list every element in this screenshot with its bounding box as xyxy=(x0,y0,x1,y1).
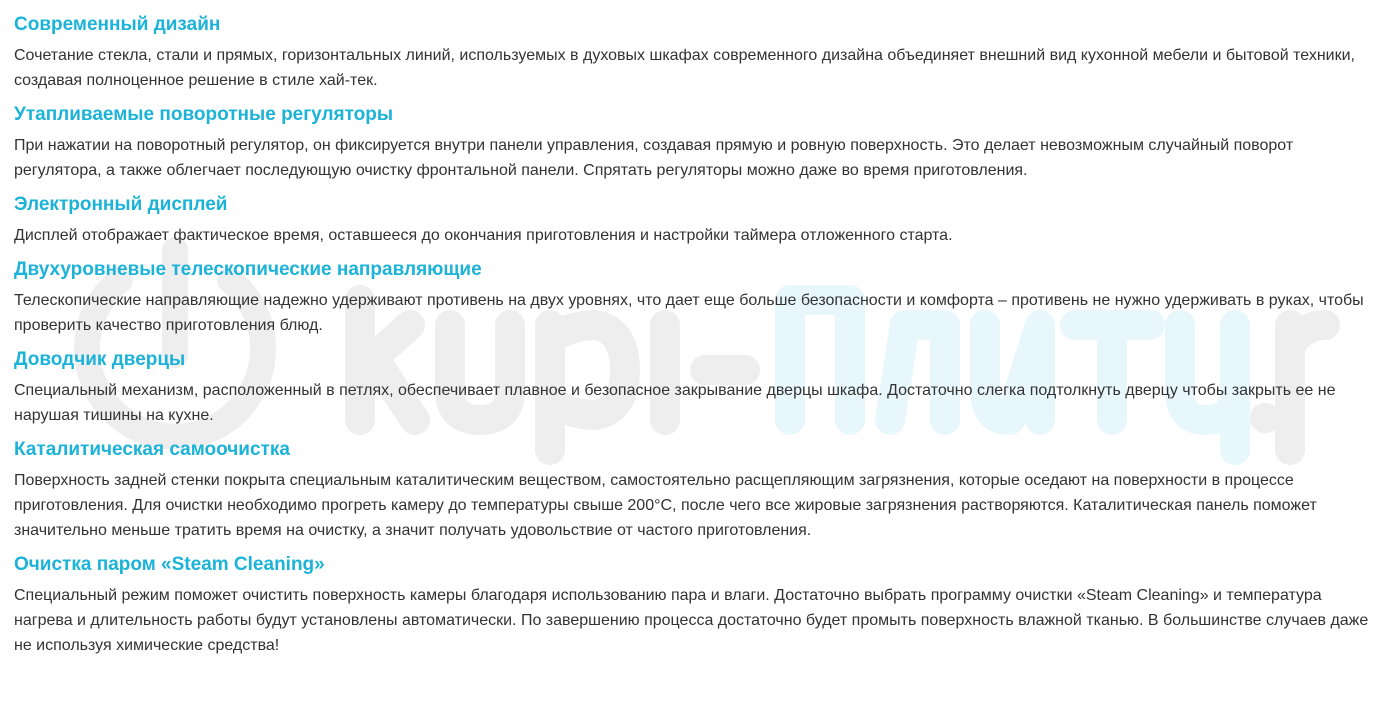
feature-section xyxy=(14,192,1372,248)
feature-title: Электронный дисплей xyxy=(14,194,228,215)
feature-description: Специальный режим поможет очистить поверхность камеры благодаря использованию пара и влаги. Достаточно выбрать программу очистки «Steam Cleaning» и температура нагрева и длительность работы будут установлены автоматически. По завершению процесса достаточно будет промыть поверхность влажной тканью. В большинстве случаев даже не используя химические средства! xyxy=(14,587,1369,654)
feature-description: Дисплей отображает фактическое время, оставшееся до окончания приготовления и настройки таймера отложенного старта. xyxy=(14,227,953,244)
feature-title: Доводчик дверцы xyxy=(14,349,186,370)
feature-title: Современный дизайн xyxy=(14,14,221,35)
feature-description: Телескопические направляющие надежно удерживают противень на двух уровнях, что дает еще больше безопасности и комфорта – противень не нужно удерживать в руках, чтобы проверить качество приготовления блюд. xyxy=(14,292,1364,334)
feature-title: Утапливаемые поворотные регуляторы xyxy=(14,104,394,125)
feature-description: При нажатии на поворотный регулятор, он фиксируется внутри панели управления, создавая прямую и ровную поверхность. Это делает невозможным случайный поворот регулятора, а также облегчает последующую очистку фронтальной панели. Спрятать регуляторы можно даже во время приготовления. xyxy=(14,137,1294,179)
feature-section xyxy=(14,552,1372,658)
feature-section xyxy=(14,12,1372,93)
feature-section xyxy=(14,437,1372,543)
feature-title: Каталитическая самоочистка xyxy=(14,439,290,460)
feature-description: Сочетание стекла, стали и прямых, горизонтальных линий, используемых в духовых шкафах современного дизайна объединяет внешний вид кухонной мебели и бытовой техники, создавая полноценное решение в стиле хай-тек. xyxy=(14,47,1355,89)
feature-description: Специальный механизм, расположенный в петлях, обеспечивает плавное и безопасное закрывание дверцы шкафа. Достаточно слегка подтолкнуть дверцу чтобы закрыть ее не нарушая тишины на кухне. xyxy=(14,382,1336,424)
feature-title: Очистка паром «Steam Cleaning» xyxy=(14,554,325,575)
feature-section xyxy=(14,347,1372,428)
feature-section xyxy=(14,102,1372,183)
feature-section xyxy=(14,257,1372,338)
feature-description: Поверхность задней стенки покрыта специальным каталитическим веществом, самостоятельно расщепляющим загрязнения, которые оседают на поверхности в процессе приготовления. Для очистки необходимо прогреть камеру до температуры свыше 200°С, после чего все жировые загрязнения растворяются. Каталитическая панель поможет значительно меньше тратить время на очистку, а значит получать удовольствие от частого приготовления. xyxy=(14,472,1317,539)
feature-title: Двухуровневые телескопические направляющие xyxy=(14,259,482,280)
